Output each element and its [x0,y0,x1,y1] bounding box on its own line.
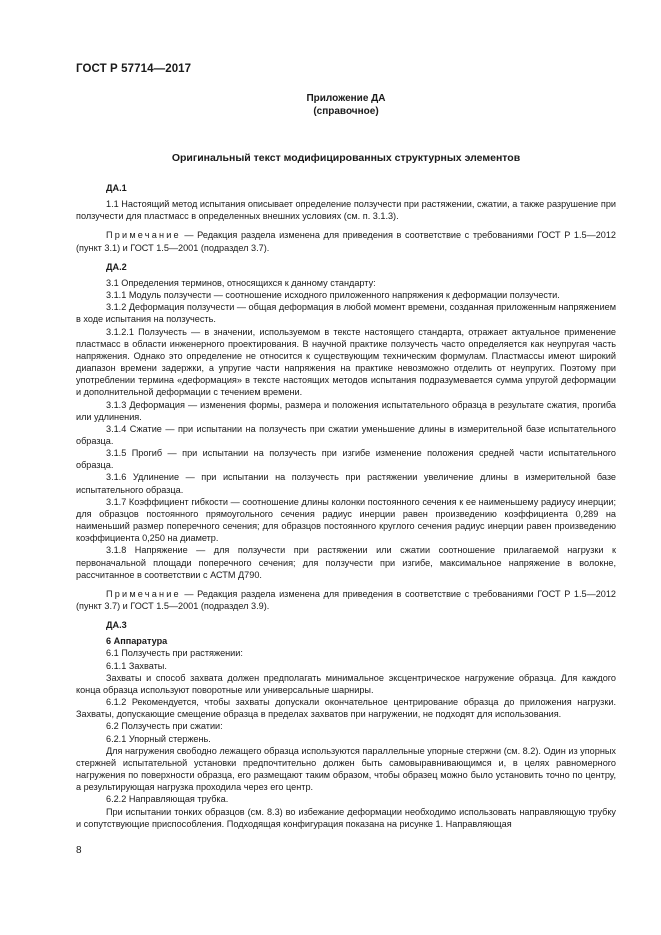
document-title: Оригинальный текст модифицированных структурных элементов [171,152,521,164]
paragraph: 6.1.2 Рекомендуется, чтобы захваты допускали окончательное центрирование образца до приложения нагрузки. Захваты, допускающие смещение образца в пределах захватов при нагружении, не подходят для использования. [76,697,616,720]
appendix-title: Приложение ДА [306,93,386,104]
paragraph: 6.2.1 Упорный стержень. [106,733,211,744]
paragraph: 3.1.4 Сжатие — при испытании на ползучесть при сжатии уменьшение длины в измерительной базе испытательного образца. [76,423,616,446]
paragraph: 6.1 Ползучесть при растяжении: [106,648,243,659]
section-heading-da2: ДА.2 [106,261,127,272]
paragraph: 3.1.1 Модуль ползучести — соотношение исходного приложенного напряжения к деформации ползучести. [106,290,560,301]
page-number: 8 [76,845,82,856]
section-heading-da3: ДА.3 [106,620,127,631]
note-text: — Редакция раздела изменена для приведения в соответствие с требованиями ГОСТ Р 1.5—2012 (пункт 3.7) и ГОСТ 1.5—2001 (подраздел 3.9). [76,588,616,611]
note-label: Примечание [106,230,181,241]
paragraph: 3.1.5 Прогиб — при испытании на ползучесть при изгибе изменение положения средней части испытательного образца. [76,448,616,471]
paragraph: Для нагружения свободно лежащего образца используются параллельные упорные стержни (см. 8.2). Один из упорных стержней испытательной установки предпочтительно должен быть самовыравнивающимся и, в целях равномерного нагружения по поверхности образца, его размещают таким образом, чтобы образец можно было установить точно по центру, а результирующая нагрузка проходила через его центр. [76,745,616,793]
paragraph: 3.1.6 Удлинение — при испытании на ползучесть при растяжении увеличение длины в измерительной базе испытательного образца. [76,472,616,495]
document-body [76,181,616,830]
subsection-heading: 6 Аппаратура [106,636,168,647]
paragraph: 6.1.1 Захваты. [106,660,167,671]
note [76,229,616,253]
paragraph: 3.1.2.1 Ползучесть — в значении, используемом в тексте настоящего стандарта, отражает актуальное применение пластмасс в области инженерного проектирования. В научной практике ползучесть часто определяется как неупругая часть напряжения. Однако это определение не относится к существующим техническим формулам. Пластмассы имеют широкий диапазон времени задержки, а упругие части напряжения на практике невозможно отделить от неупругих. Поэтому при употреблении термина «деформация» в тексте настоящих методов испытания подразумевается сумма упругой деформации и дополнительной деформации с течением времени. [76,326,616,398]
paragraph: 6.2 Ползучесть при сжатии: [106,721,223,732]
note [76,588,616,612]
note-text: — Редакция раздела изменена для приведения в соответствие с требованиями ГОСТ Р 1.5—2012 (пункт 3.1) и ГОСТ 1.5—2001 (подраздел 3.7). [76,230,616,253]
paragraph: 3.1.3 Деформация — изменения формы, размера и положения испытательного образца в результате сжатия, прогиба или удлинения. [76,399,616,422]
paragraph: При испытании тонких образцов (см. 8.3) во избежание деформации необходимо использовать направляющую трубку и сопутствующие приспособления. Подходящая конфигурация показана на рисунке 1. Направляющая [76,806,616,829]
appendix-subtitle: (справочное) [313,106,379,117]
paragraph: 1.1 Настоящий метод испытания описывает определение ползучести при растяжении, сжатии, а также разрушение при ползучести для пластмасс в определенных внешних условиях (см. п. 3.1.3). [76,199,616,222]
paragraph: Захваты и способ захвата должен предполагать минимальное эксцентрическое нагружение образца. Для каждого конца образца используют поворотные или универсальные шарниры. [76,672,616,695]
appendix-heading [76,92,616,118]
standard-header: ГОСТ Р 57714—2017 [76,63,192,75]
section-heading-da1: ДА.1 [106,183,127,193]
paragraph: 3.1.7 Коэффициент гибкости — соотношение длины колонки постоянного сечения к ее наименьшему радиусу инерции; для образцов постоянного прямоугольного сечения радиус инерции равен произведению коэффициента 0,289 на наименьший размер поперечного сечения; для образцов постоянного круглого сечения радиус инерции равен произведению коэффициента 0,250 на диаметр. [76,496,616,544]
paragraph: 3.1.8 Напряжение — для ползучести при растяжении или сжатии соотношение прилагаемой нагрузки к первоначальной площади поперечного сечения; для ползучести при изгибе, максимальное напряжение в волокне, рассчитанное в соответствии с АСТМ Д790. [76,545,616,580]
paragraph: 6.2.2 Направляющая трубка. [106,794,229,805]
note-label: Примечание [106,588,181,599]
paragraph: 3.1 Определения терминов, относящихся к данному стандарту: [106,277,376,288]
paragraph: 3.1.2 Деформация ползучести — общая деформация в любой момент времени, созданная приложенным напряжением в ходе испытания на ползучесть. [76,302,617,325]
